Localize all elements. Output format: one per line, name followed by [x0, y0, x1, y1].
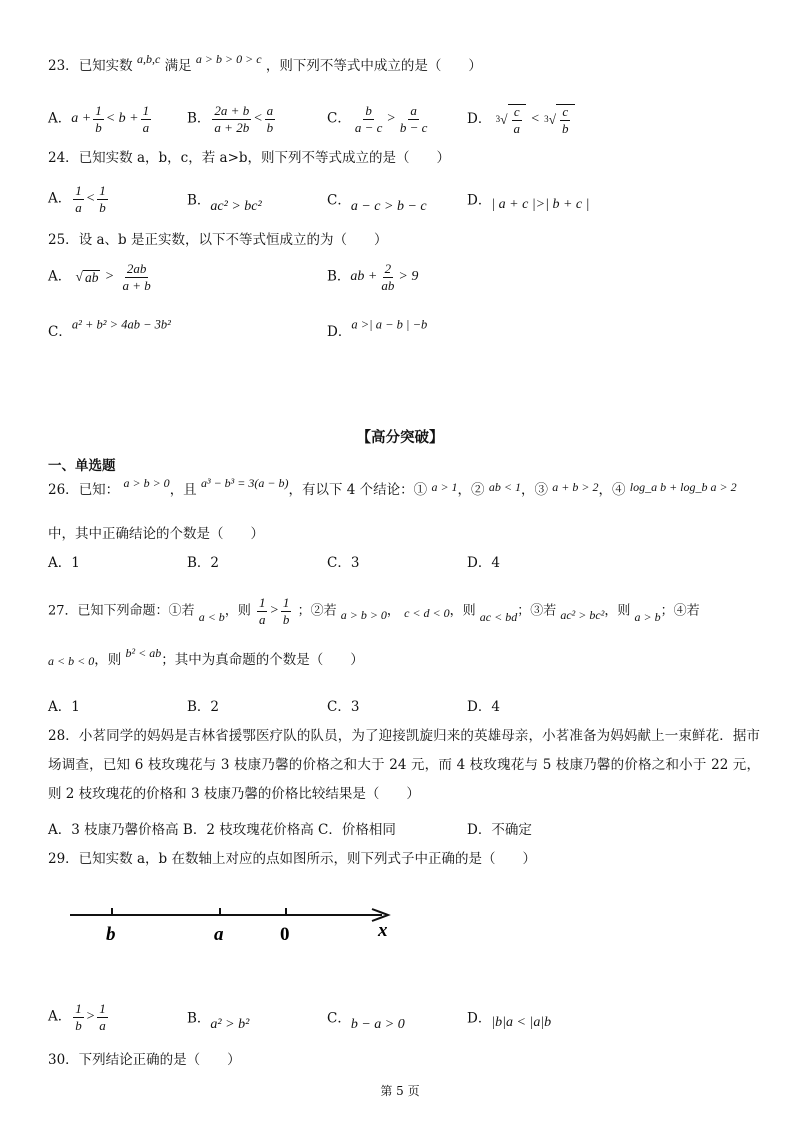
- q24-option-c: C．a − c > b − c: [327, 192, 427, 214]
- page-number: 第 5 页: [380, 1084, 420, 1098]
- q24-option-d: D．| a + c |>| b + c |: [467, 192, 590, 212]
- q25-option-c: C．a² + b² > 4ab − 3b²: [48, 317, 171, 340]
- q23-option-c: C． $\frac{b}{a - c}$ > $\frac{a}{b - c}$: [327, 103, 428, 135]
- q26-stem: 26．已知： a > b > 0，且 a³ − b³ = 3(a − b)，有以下 4 个结论：① a > 1，② ab < 1，③ a + b > 2，④ log_a b + log_b a > 2: [48, 475, 737, 498]
- label-zero: 0: [280, 924, 290, 945]
- q24-option-b: B．ac² > bc²: [187, 192, 262, 214]
- q27-option-d: D．4: [467, 699, 500, 715]
- q26-line2: 中，其中正确结论的个数是（ ）: [48, 526, 264, 542]
- section-title: 【高分突破】: [356, 430, 444, 446]
- section-subtitle: 一、单选题: [48, 458, 116, 474]
- label-b: b: [106, 924, 116, 945]
- q29-stem: 29．已知实数 a，b 在数轴上对应的点如图所示，则下列式子中正确的是（ ）: [48, 851, 536, 867]
- q25-option-d: D．a >| a − b | −b: [327, 317, 428, 340]
- q23-option-b: B． $\frac{2a + b}{a + 2b}$ < $\frac{a}{b}$: [187, 103, 274, 135]
- q24-stem: 24．已知实数 a，b，c，若 a>b，则下列不等式成立的是（ ）: [48, 150, 451, 166]
- q29-option-b: B．a² > b²: [187, 1010, 250, 1032]
- q26-option-c: C．3: [327, 555, 360, 571]
- q23-stem: 23．已知实数 a,b,c 满足 a > b > 0 > c ，则下列不等式中成立的是（ ）: [48, 51, 482, 74]
- label-a: a: [214, 924, 224, 945]
- q27-option-c: C．3: [327, 699, 360, 715]
- q29-option-d: D．|b|a < |a|b: [467, 1010, 552, 1030]
- q26-option-d: D．4: [467, 555, 500, 571]
- q25-option-a: A． √ ab > $\frac{2ab}{a + b}$: [48, 261, 151, 293]
- label-x: x: [378, 920, 388, 941]
- q27-option-b: B．2: [187, 699, 220, 715]
- q26-option-b: B．2: [187, 555, 220, 571]
- q25-option-b: B．ab + $\frac{2}{ab}$ > 9: [327, 261, 419, 293]
- q29-option-c: C．b − a > 0: [327, 1010, 405, 1032]
- number-line-figure: [60, 898, 400, 948]
- q26-option-a: A．1: [48, 555, 80, 571]
- q23-option-a: A．a + $\frac{1}{b}$ < b + $\frac{1}{a}$: [48, 103, 150, 135]
- q28-option-d: D．不确定: [467, 822, 532, 838]
- q28-options-abc: A．3 枝康乃馨价格高 B．2 枝玫瑰花价格高 C．价格相同: [48, 822, 396, 838]
- q30-stem: 30．下列结论正确的是（ ）: [48, 1052, 241, 1068]
- q27-stem: 27．已知下列命题：①若 a < b，则 $\frac{1}{a}$ > $\frac{1}{b}$ ；②若 a > b > 0， c < d < 0，则 ac < bd；③若 ac² > bc²，则 a > b；④若: [48, 595, 700, 627]
- q28-stem: 28．小茗同学的妈妈是吉林省援鄂医疗队的队员，为了迎接凯旋归来的英雄母亲，小茗准备为妈妈献上一束鲜花．据市场调查，已知 6 枝玫瑰花与 3 枝康乃馨的价格之和大于 24 元，而 4 枝玫瑰花与 5 枝康乃馨的价格之和小于 22 元，则 2 枝玫瑰花的价格和 3 枝康乃馨的价格比较结果是（ ）: [48, 728, 760, 802]
- q27-line2: a < b < 0，则 b² < ab；其中为真命题的个数是（ ）: [48, 645, 364, 668]
- q23-option-d: D． 3 √ $\frac{c}{a}$ < 3 √ $\frac{c}{b}$: [467, 104, 575, 135]
- q24-option-a: A． $\frac{1}{a}$ < $\frac{1}{b}$: [48, 183, 106, 215]
- q29-option-a: A． $\frac{1}{b}$ > $\frac{1}{a}$: [48, 1001, 106, 1033]
- q27-option-a: A．1: [48, 699, 80, 715]
- q25-stem: 25．设 a、b 是正实数，以下不等式恒成立的为（ ）: [48, 232, 388, 248]
